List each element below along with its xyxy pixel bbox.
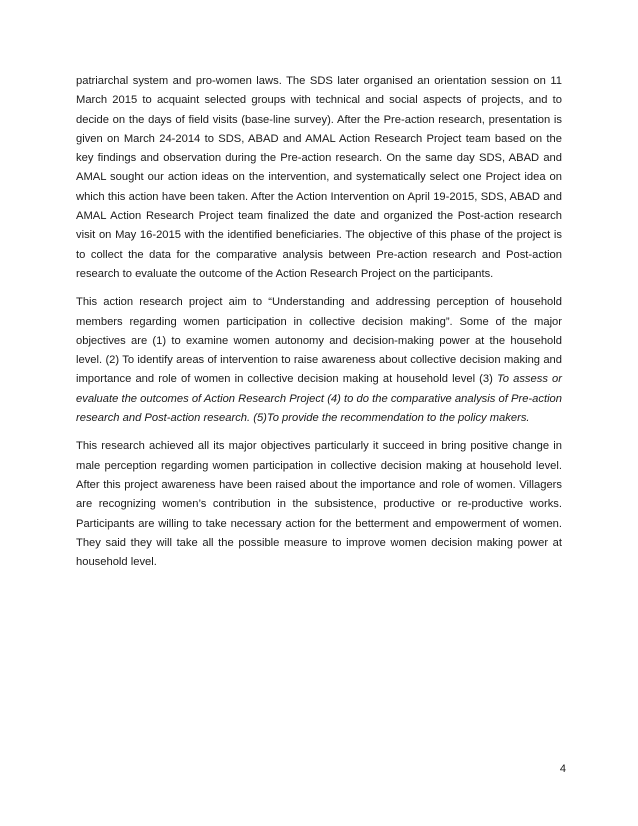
body-text bbox=[76, 72, 562, 572]
page-number: 4 bbox=[559, 763, 566, 775]
objectives-text: This action research project aim to “Understanding and addressing perception of household members regarding women participation in collective decision making”. Some of the major objectives are (1) to examine women autonomy and decision-making power at the household level. (2) To identify areas of intervention to raise awareness about collective decision making and importance and role of women in collective decision making at household level (3) bbox=[76, 296, 562, 386]
objectives-italic-text: To assess or evaluate the outcomes of Action Research Project (4) to do the comparative analysis of Pre-action research and Post-action research. (5)To provide the recommendation to the policy makers. bbox=[76, 373, 562, 425]
paragraph-process-timeline: patriarchal system and pro-women laws. The SDS later organised an orientation session on 11 March 2015 to acquaint selected groups with technical and social aspects of projects, and to decide on the days of field visits (base-line survey). After the Pre-action research, presentation is given on March 24-2014 to SDS, ABAD and AMAL Action Research Project team based on the key findings and observation during the Pre-action research. On the same day SDS, ABAD and AMAL sought our action ideas on the intervention, and systematically select one Project idea on which this action have been taken. After the Action Intervention on April 19-2015, SDS, ABAD and AMAL Action Research Project team finalized the date and organized the Post-action research visit on May 16-2015 with the identified beneficiaries. The objective of this phase of the project is to collect the data for the comparative analysis between Pre-action research and Post-action research to evaluate the outcome of the Action Research Project on the participants. bbox=[76, 75, 562, 280]
paragraph-objectives bbox=[76, 293, 562, 428]
paragraph-achievements: This research achieved all its major objectives particularly it succeed in bring positive change in male perception regarding women participation in collective decision making at household level. After this project awareness have been raised about the importance and role of women. Villagers are recognizing women’s contribution in the subsistence, productive or re-productive works. Participants are willing to take necessary action for the betterment and empowerment of women. They said they will take all the possible measure to improve women decision making power at household level. bbox=[76, 440, 562, 569]
